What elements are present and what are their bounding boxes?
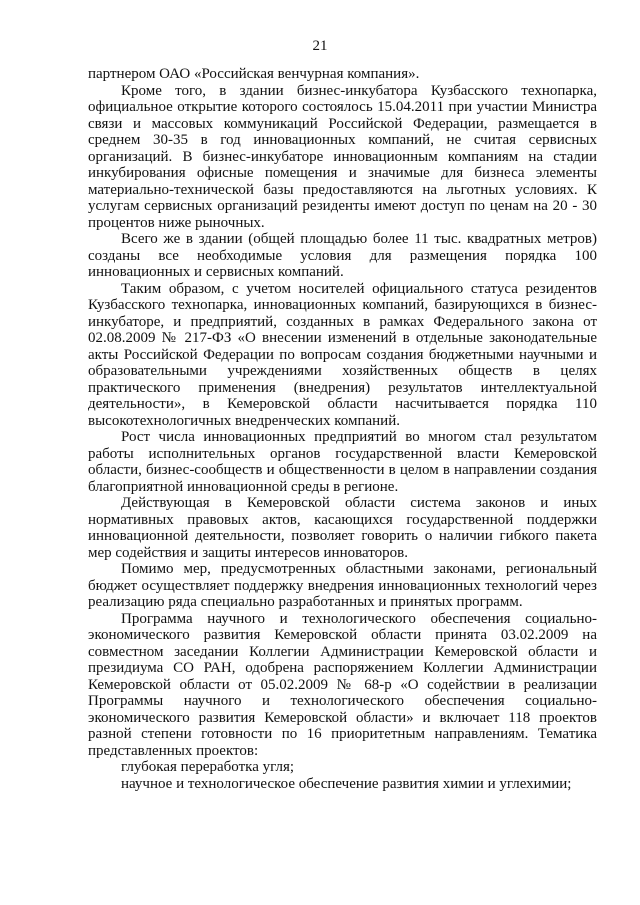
body-text xyxy=(88,66,597,792)
paragraph-business-incubator: Кроме того, в здании бизнес-инкубатора Кузбасского технопарка, официальное открытие которого состоялось 15.04.2011 при участии Министра связи и массовых коммуникаций Российской Федерации, размещается в среднем 30-35 в год инновационных компаний, не считая сервисных организаций. В бизнес-инкубаторе инновационным компаниям на стадии инкубирования офисные помещения и значимые для бизнеса элементы материально-технической базы предоставляются на льготных условиях. К услугам сервисных организаций резиденты имеют доступ по ценам на 20 - 30 процентов ниже рыночных. xyxy=(88,82,597,231)
paragraph-regional-budget: Помимо мер, предусмотренных областными законами, региональный бюджет осуществляет поддержку внедрения инновационных технологий через реализацию ряда специально разработанных и принятых программ. xyxy=(88,561,597,610)
paragraph-legal-system: Действующая в Кемеровской области система законов и иных нормативных правовых актов, касающихся государственной поддержки инновационной деятельности, позволяет говорить о наличии гибкого пакета мер содействия и защиты интересов инноваторов. xyxy=(88,495,597,561)
paragraph-program: Программа научного и технологического обеспечения социально-экономического развития Кемеровской области принята 03.02.2009 на совместном заседании Коллегии Администрации Кемеровской области и президиума СО РАН, одобрена распоряжением Коллегии Администрации Кемеровской области от 05.02.2009 № 68-р «О содействии в реализации Программы научного и технологического обеспечения социально-экономического развития Кемеровской области» и включает 118 проектов разной степени готовности по 16 приоритетным направлениям. Тематика представленных проектов: xyxy=(88,610,597,759)
list-item-chemistry: научное и технологическое обеспечение развития химии и углехимии; xyxy=(121,775,572,792)
paragraph-growth: Рост числа инновационных предприятий во многом стал результатом работы исполнительных органов государственной власти Кемеровской области, бизнес-сообществ и общественности в целом в направлении создания благоприятной инновационной среды в регионе. xyxy=(88,429,597,495)
list-item-coal-processing: глубокая переработка угля; xyxy=(121,759,295,775)
paragraph-building-area: Всего же в здании (общей площадью более 11 тыс. квадратных метров) созданы все необходимые условия для размещения порядка 100 инновационных и сервисных компаний. xyxy=(88,231,597,280)
paragraph-continuation: партнером ОАО «Российская венчурная компания». xyxy=(88,66,420,82)
page-number: 21 xyxy=(312,38,328,54)
paragraph-residents-count: Таким образом, с учетом носителей официального статуса резидентов Кузбасского технопарка, инновационных компаний, базирующихся в бизнес-инкубаторе, и предприятий, созданных в рамках Федерального закона от 02.08.2009 № 217-ФЗ «О внесении изменений в отдельные законодательные акты Российской Федерации по вопросам создания бюджетными научными и образовательными учреждениями хозяйственных обществ в целях практического применения (внедрения) результатов интеллектуальной деятельности», в Кемеровской области насчитывается порядка 110 высокотехнологичных внедренческих компаний. xyxy=(88,280,597,429)
